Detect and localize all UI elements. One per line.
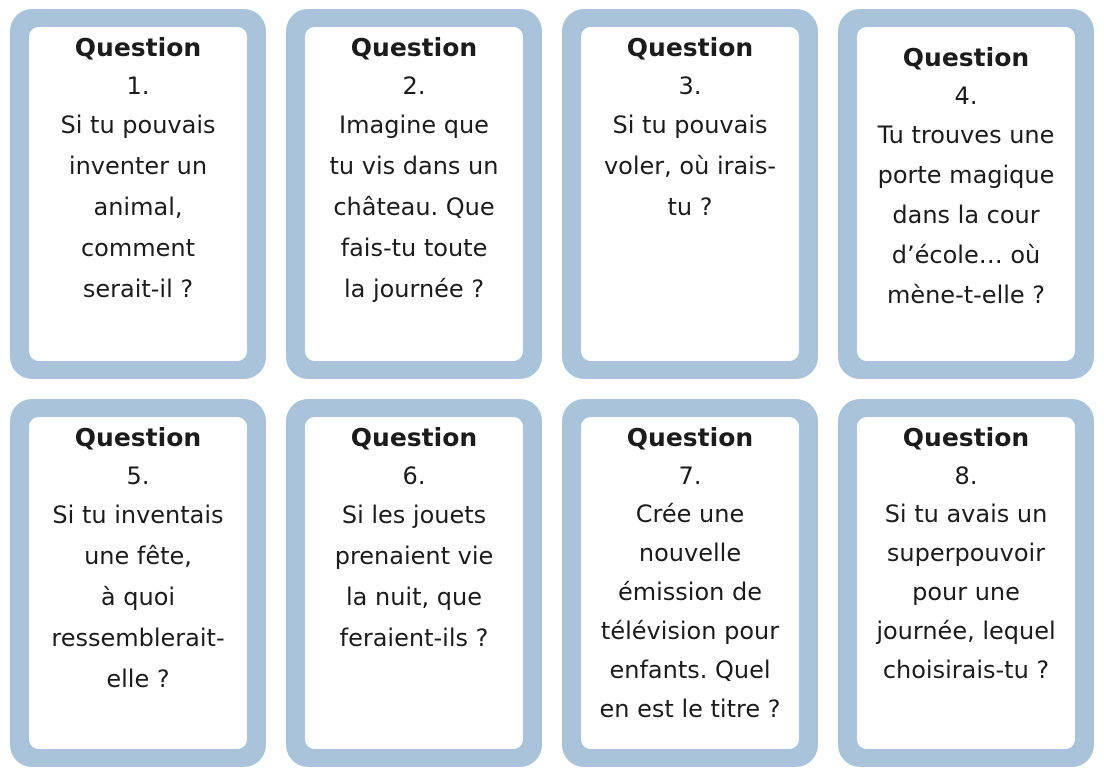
question-card-number: 6. (402, 462, 426, 490)
question-card-number: 1. (126, 72, 150, 100)
question-card-text: Si les jouets prenaient vie la nuit, que feraient-ils ? (334, 501, 494, 652)
question-card-content (857, 417, 1075, 749)
question-card-8 (838, 399, 1094, 767)
question-card-6 (286, 399, 542, 767)
question-card-number: 5. (126, 462, 150, 490)
question-card-content (305, 417, 523, 749)
question-card-title: Question (350, 33, 478, 62)
question-card-content (305, 27, 523, 361)
question-card-number: 7. (678, 462, 702, 490)
question-card-2 (286, 9, 542, 379)
question-card-5 (10, 399, 266, 767)
question-card-7 (562, 399, 818, 767)
question-card-content (857, 27, 1075, 361)
question-card-3 (562, 9, 818, 379)
question-card-text: Si tu inventais une fête, à quoi ressemblerait- elle ? (51, 501, 225, 693)
question-card-4 (838, 9, 1094, 379)
question-card-title: Question (74, 423, 202, 452)
question-card-content (581, 27, 799, 361)
question-card-text: Tu trouves une porte magique dans la cour d’école… où mène-t-elle ? (877, 121, 1055, 309)
question-card-title: Question (626, 423, 754, 452)
question-card-text: Crée une nouvelle émission de télévision pour enfants. Quel en est le titre ? (599, 500, 781, 723)
question-card-number: 8. (954, 462, 978, 490)
question-card-title: Question (902, 423, 1030, 452)
question-card-title: Question (350, 423, 478, 452)
question-card-number: 2. (402, 72, 426, 100)
question-card-content (29, 417, 247, 749)
question-card-text: Si tu pouvais voler, où irais- tu ? (603, 111, 777, 221)
question-card-title: Question (902, 43, 1030, 72)
question-card-content (29, 27, 247, 361)
question-card-number: 3. (678, 72, 702, 100)
question-card-number: 4. (954, 82, 978, 110)
question-card-1 (10, 9, 266, 379)
question-card-text: Si tu pouvais inventer un animal, comment serait-il ? (60, 111, 216, 303)
question-card-content (581, 417, 799, 749)
question-card-text: Imagine que tu vis dans un château. Que fais-tu toute la journée ? (329, 111, 499, 303)
question-card-text: Si tu avais un superpouvoir pour une journée, lequel choisirais-tu ? (876, 500, 1056, 684)
question-card-title: Question (74, 33, 202, 62)
question-card-title: Question (626, 33, 754, 62)
